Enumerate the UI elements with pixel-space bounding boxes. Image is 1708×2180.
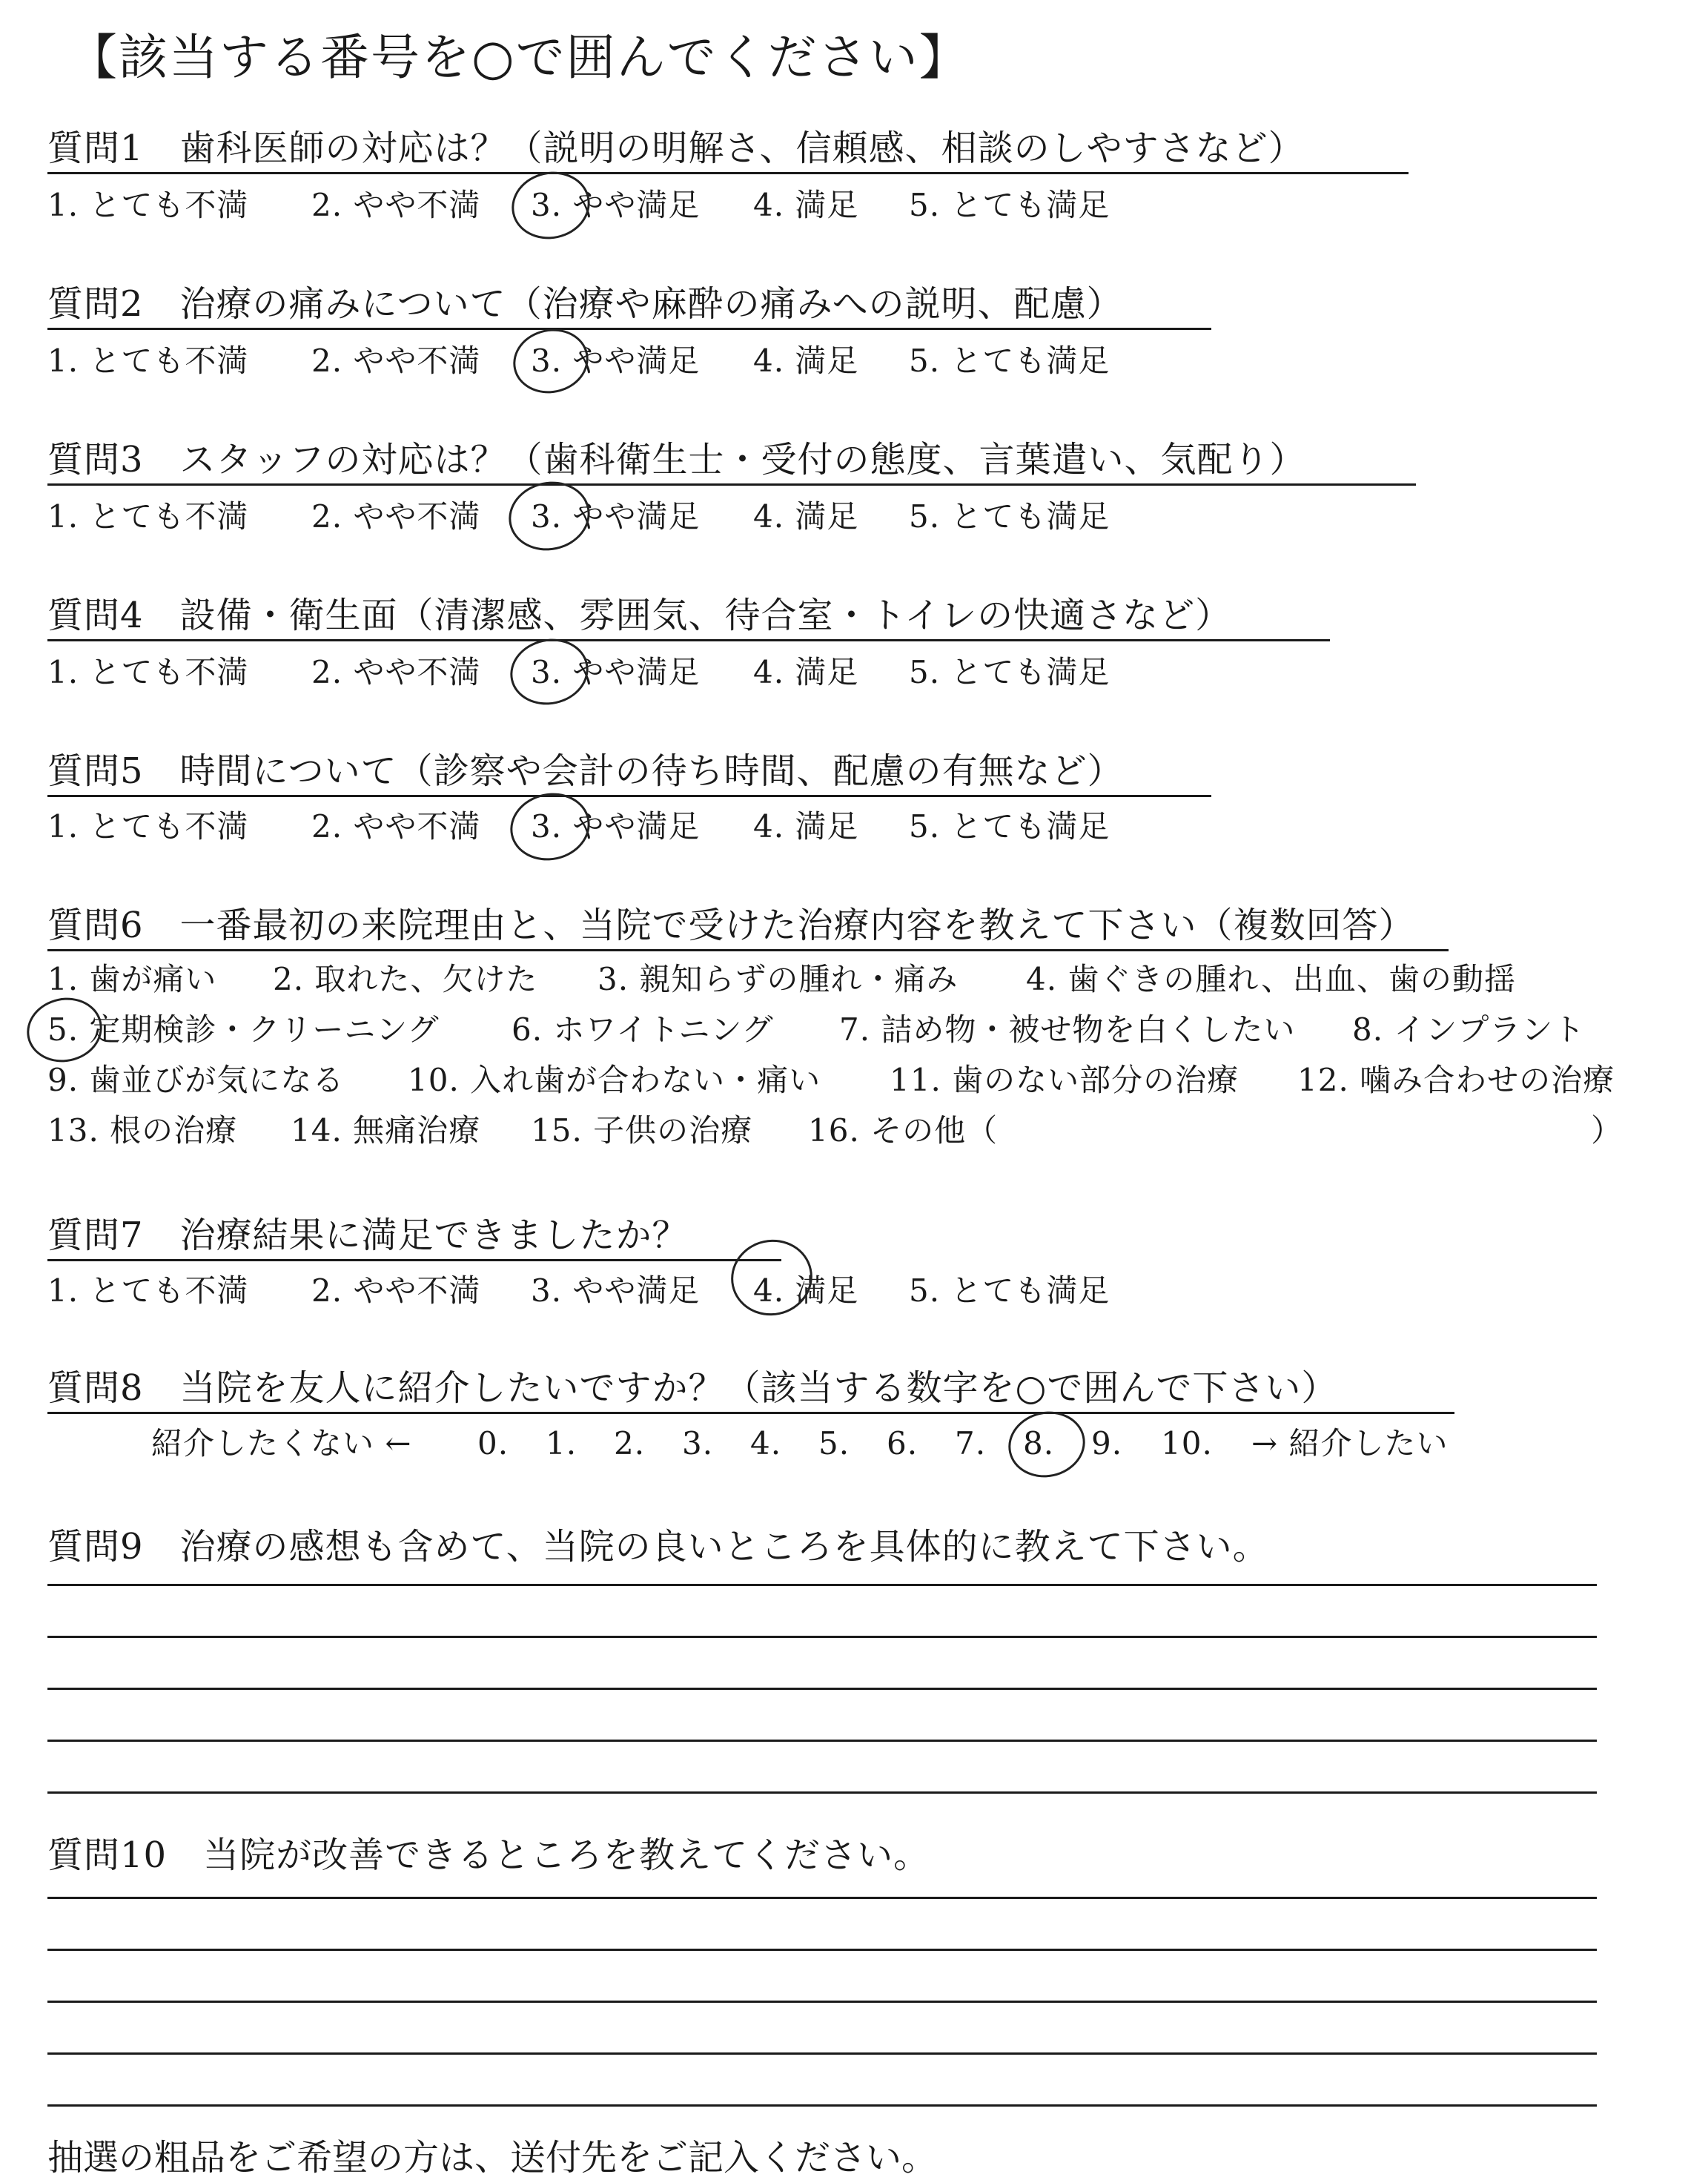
q5-option-3[interactable]: 3. やや満足: [531, 808, 701, 845]
question-2-underline: [47, 328, 1211, 330]
q8-option-1[interactable]: 1.: [546, 1425, 577, 1461]
q6-option-14[interactable]: 14. 無痛治療: [291, 1112, 481, 1149]
q6-option-6[interactable]: 6. ホワイトニング: [512, 1011, 774, 1048]
q6-option-13[interactable]: 13. 根の治療: [47, 1112, 238, 1149]
q8-option-6[interactable]: 6.: [887, 1425, 918, 1461]
q4-option-3[interactable]: 3. やや満足: [531, 654, 701, 690]
page-heading: 【該当する番号を○で囲んでください】: [68, 29, 970, 86]
question-7-title: 質問7 治療結果に満足できましたか？: [47, 1215, 689, 1256]
q1-option-5[interactable]: 5. とても満足: [909, 187, 1110, 223]
q5-option-2[interactable]: 2. やや不満: [311, 808, 481, 845]
question-1-title: 質問1 歯科医師の対応は？（説明の明解さ、信頼感、相談のしやすさなど）: [47, 128, 1305, 169]
q7-option-5[interactable]: 5. とても満足: [909, 1272, 1110, 1309]
q6-option-1[interactable]: 1. 歯が痛い: [47, 961, 217, 997]
question-4-underline: [47, 639, 1330, 641]
q3-option-4[interactable]: 4. 満足: [753, 498, 859, 535]
q5-option-4[interactable]: 4. 満足: [753, 808, 859, 845]
q6-option-4[interactable]: 4. 歯ぐきの腫れ、出血、歯の動揺: [1026, 961, 1516, 997]
q6-option-10[interactable]: 10. 入れ歯が合わない・痛い: [408, 1062, 821, 1098]
q2-option-1[interactable]: 1. とても不満: [47, 343, 249, 379]
question-5-title: 質問5 時間について（診察や会計の待ち時間、配慮の有無など）: [47, 750, 1124, 792]
q8-option-5[interactable]: 5.: [818, 1425, 850, 1461]
q8-option-0[interactable]: 0.: [477, 1425, 509, 1461]
question-10-title: 質問10 当院が改善できるところを教えてください。: [47, 1834, 930, 1876]
question-1-underline: [47, 172, 1409, 174]
q4-option-1[interactable]: 1. とても不満: [47, 654, 249, 690]
q8-option-10[interactable]: 10.: [1161, 1425, 1213, 1461]
q6-option-8[interactable]: 8. インプラント: [1352, 1011, 1586, 1048]
q2-option-3[interactable]: 3. やや満足: [531, 343, 701, 379]
question-6-underline: [47, 949, 1449, 951]
writing-line: [47, 1791, 1597, 1794]
q4-option-4[interactable]: 4. 満足: [753, 654, 859, 690]
q6-option-7[interactable]: 7. 詰め物・被せ物を白くしたい: [839, 1011, 1296, 1048]
q1-option-2[interactable]: 2. やや不満: [311, 187, 481, 223]
q5-option-5[interactable]: 5. とても満足: [909, 808, 1110, 845]
writing-line: [47, 1584, 1597, 1586]
q6-option-16[interactable]: 16. その他（: [808, 1112, 999, 1149]
q8-option-9[interactable]: 9.: [1091, 1425, 1123, 1461]
writing-line: [47, 2052, 1597, 2055]
question-8-title: 質問8 当院を友人に紹介したいですか？（該当する数字を○で囲んで下さい）: [47, 1367, 1338, 1409]
writing-line: [47, 2104, 1597, 2107]
q6-option-5[interactable]: 5. 定期検診・クリーニング: [47, 1011, 440, 1048]
writing-line: [47, 1740, 1597, 1742]
question-3-title: 質問3 スタッフの対応は？（歯科衛生士・受付の態度、言葉遣い、気配り）: [47, 439, 1306, 480]
writing-line: [47, 1949, 1597, 1951]
writing-line: [47, 1636, 1597, 1638]
q7-option-2[interactable]: 2. やや不満: [311, 1272, 481, 1309]
q6-option-15[interactable]: 15. 子供の治療: [531, 1112, 753, 1149]
q8-option-4[interactable]: 4.: [750, 1425, 782, 1461]
question-2-title: 質問2 治療の痛みについて（治療や麻酔の痛みへの説明、配慮）: [47, 283, 1123, 325]
q8-option-2[interactable]: 2.: [614, 1425, 646, 1461]
q4-option-2[interactable]: 2. やや不満: [311, 654, 481, 690]
q1-option-4[interactable]: 4. 満足: [753, 187, 859, 223]
question-3-underline: [47, 483, 1416, 486]
q5-option-1[interactable]: 1. とても不満: [47, 808, 249, 845]
q7-option-4[interactable]: 4. 満足: [753, 1272, 859, 1309]
q3-option-3[interactable]: 3. やや満足: [531, 498, 701, 535]
q1-option-1[interactable]: 1. とても不満: [47, 187, 249, 223]
writing-line: [47, 1897, 1597, 1899]
question-5-underline: [47, 795, 1211, 797]
q8-right-label: → 紹介したい: [1251, 1425, 1449, 1461]
question-4-title: 質問4 設備・衛生面（清潔感、雰囲気、待合室・トイレの快適さなど）: [47, 595, 1232, 636]
q2-option-5[interactable]: 5. とても満足: [909, 343, 1110, 379]
question-8-underline: [47, 1412, 1454, 1414]
q1-option-3[interactable]: 3. やや満足: [531, 187, 701, 223]
q6-option-3[interactable]: 3. 親知らずの腫れ・痛み: [598, 961, 959, 997]
q4-option-5[interactable]: 5. とても満足: [909, 654, 1110, 690]
q6-option-16-close: ）: [1591, 1112, 1623, 1149]
q3-option-1[interactable]: 1. とても不満: [47, 498, 249, 535]
footer-note-partial: 抽選の粗品をご希望の方は、送付先をご記入ください。: [47, 2137, 938, 2179]
q2-option-4[interactable]: 4. 満足: [753, 343, 859, 379]
question-6-title: 質問6 一番最初の来院理由と、当院で受けた治療内容を教えて下さい（複数回答）: [47, 905, 1415, 946]
question-9-title: 質問9 治療の感想も含めて、当院の良いところを具体的に教えて下さい。: [47, 1526, 1269, 1568]
q8-option-3[interactable]: 3.: [682, 1425, 714, 1461]
q6-option-12[interactable]: 12. 噛み合わせの治療: [1297, 1062, 1615, 1098]
q3-option-5[interactable]: 5. とても満足: [909, 498, 1110, 535]
q7-option-1[interactable]: 1. とても不満: [47, 1272, 249, 1309]
q3-option-2[interactable]: 2. やや不満: [311, 498, 481, 535]
q7-option-3[interactable]: 3. やや満足: [531, 1272, 701, 1309]
q6-option-2[interactable]: 2. 取れた、欠けた: [273, 961, 538, 997]
q8-option-7[interactable]: 7.: [955, 1425, 987, 1461]
writing-line: [47, 2001, 1597, 2003]
question-7-underline: [47, 1259, 781, 1261]
q6-option-11[interactable]: 11. 歯のない部分の治療: [890, 1062, 1239, 1098]
writing-line: [47, 1688, 1597, 1690]
q6-option-9[interactable]: 9. 歯並びが気になる: [47, 1062, 345, 1098]
q8-left-label: 紹介したくない ←: [151, 1425, 412, 1461]
q8-option-8[interactable]: 8.: [1023, 1425, 1055, 1461]
q2-option-2[interactable]: 2. やや不満: [311, 343, 481, 379]
